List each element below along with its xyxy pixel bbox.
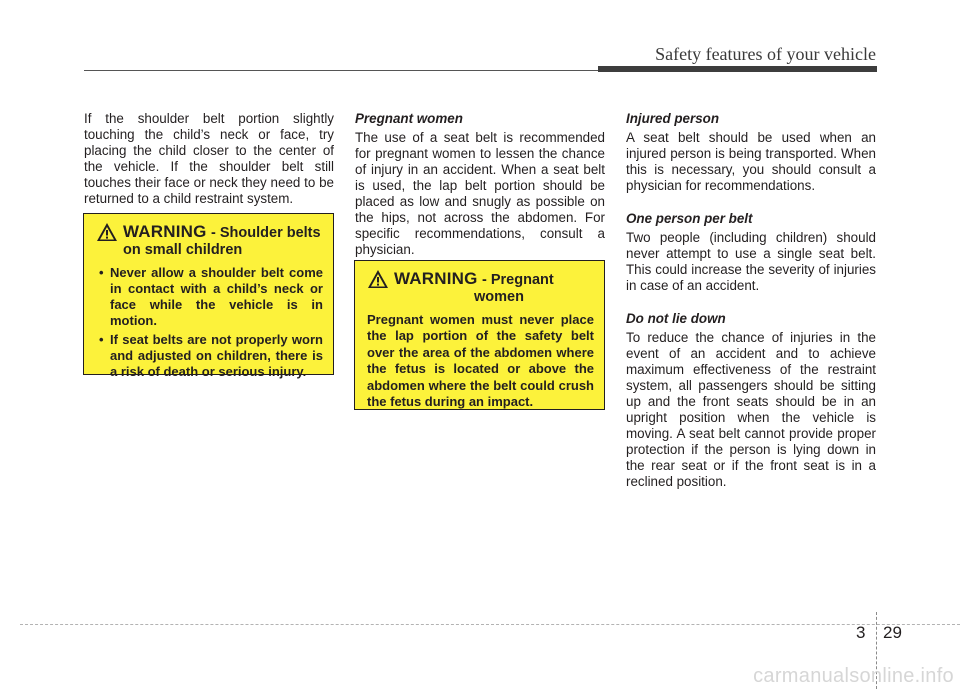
warning-header	[96, 222, 323, 259]
warning-title-group	[394, 269, 554, 306]
footer-rule	[20, 624, 960, 625]
warning-box-shoulder-belts	[83, 213, 334, 379]
bullet-icon: •	[99, 265, 104, 280]
warning-subtitle-line2: women	[474, 289, 524, 305]
injured-person-heading: Injured person	[626, 111, 720, 126]
bullet-icon: •	[99, 332, 104, 347]
header-rule-thin	[84, 70, 604, 71]
watermark: carmanualsonline.info	[753, 665, 954, 687]
warning-header	[367, 269, 594, 306]
list-item	[96, 332, 323, 380]
page-number: 29	[883, 623, 902, 642]
pregnant-women-heading: Pregnant women	[355, 111, 463, 126]
section-title: Safety features of your vehicle	[655, 44, 876, 64]
intro-paragraph: If the shoulder belt portion slightly touching the child’s neck or face, try placing the child closer to the center of the vehicle. If the shoulder belt still touches their face or neck they need to be returned to a child restraint system.	[84, 111, 334, 206]
warning-subtitle-line2: on small children	[123, 242, 243, 258]
warning-subtitle-line1: - Shoulder belts	[211, 225, 321, 241]
warning-label: WARNING	[123, 222, 207, 241]
warning-triangle-icon	[367, 269, 389, 289]
header-rule-thick	[598, 66, 877, 72]
warning-body: Pregnant women must never place the lap portion of the safety belt over the area of the abdomen where the fetus is located or above the abdomen where the belt could crush the fetus during an impact.	[367, 312, 594, 410]
do-not-lie-down-heading: Do not lie down	[626, 311, 726, 326]
pregnant-women-paragraph: The use of a seat belt is recommended for pregnant women to lessen the chance of injury in an accident. When a seat belt is used, the lap belt portion should be placed as low and snugly as possible on the hips, not across the abdomen. For specific recommendations, consult a physician.	[355, 130, 605, 257]
do-not-lie-down-paragraph: To reduce the chance of injuries in the event of an accident and to achieve maximum effectiveness of the restraint system, all passengers should be sitting up and the front seats should be in an upright position when the vehicle is moving. A seat belt cannot provide proper protection if the person is lying down in the rear seat or if the front seat is in a reclined position.	[626, 330, 876, 489]
warning-title-group	[123, 222, 321, 259]
warning-item-text: If seat belts are not properly worn and adjusted on children, there is a risk of death or serious injury.	[110, 332, 323, 379]
list-item	[96, 265, 323, 329]
one-person-per-belt-paragraph: Two people (including children) should never attempt to use a single seat belt. This could increase the severity of injuries in case of an accident.	[626, 230, 876, 293]
warning-item-text: Never allow a shoulder belt come in contact with a child’s neck or face while the vehicle is in motion.	[110, 265, 323, 328]
chapter-number: 3	[856, 623, 866, 642]
column-1	[84, 111, 334, 207]
column-3	[626, 111, 876, 490]
warning-box-pregnant-women	[354, 260, 605, 410]
column-2	[355, 111, 605, 258]
injured-person-paragraph: A seat belt should be used when an injured person is being transported. When this is necessary, you should consult a physician for recommendations.	[626, 130, 876, 193]
warning-triangle-icon	[96, 222, 118, 242]
warning-list	[96, 265, 323, 380]
warning-label: WARNING	[394, 269, 478, 288]
one-person-per-belt-heading: One person per belt	[626, 211, 753, 226]
warning-subtitle-line1: - Pregnant	[482, 272, 554, 288]
